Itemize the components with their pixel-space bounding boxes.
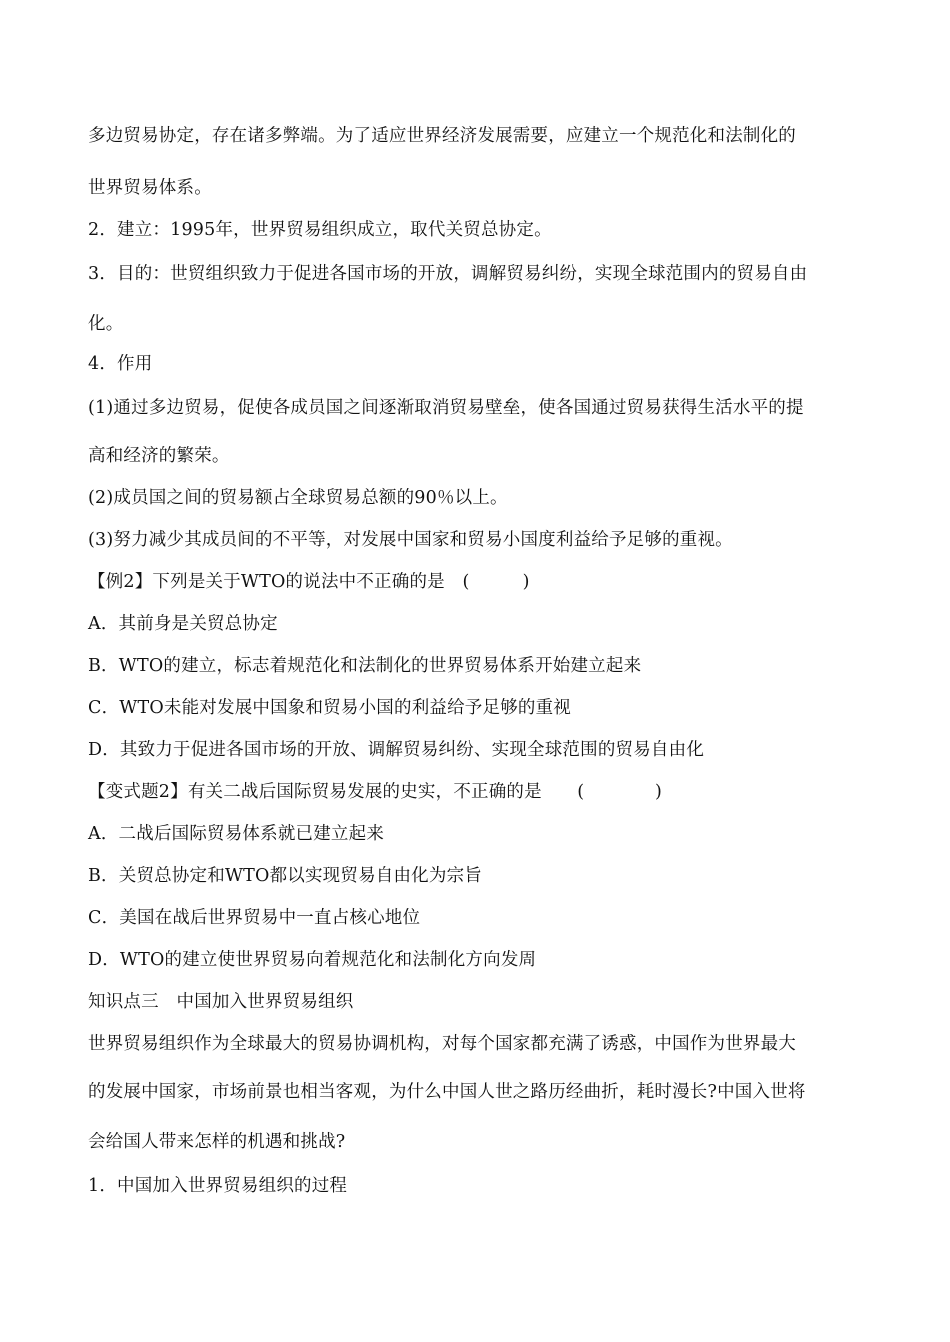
list-item: 2．建立：1995年，世界贸易组织成立，取代关贸总协定。 — [88, 220, 552, 240]
paragraph-line: 高和经济的繁荣。 — [88, 446, 230, 466]
answer-option: B．关贸总协定和WTO都以实现贸易自由化为宗旨 — [88, 866, 482, 886]
paragraph-line: 多边贸易协定，存在诸多弊端。为了适应世界经济发展需要，应建立一个规范化和法制化的 — [88, 126, 796, 146]
paragraph-line: 化。 — [88, 314, 124, 334]
question-stem: 【变式题2】有关二战后国际贸易发展的史实，不正确的是 ( ) — [88, 782, 663, 802]
list-item: 3．目的：世贸组织致力于促进各国市场的开放，调解贸易纠纷，实现全球范围内的贸易自由 — [88, 264, 808, 284]
paragraph-line: 的发展中国家，市场前景也相当客观，为什么中国人世之路历经曲折，耗时漫长?中国入世将 — [88, 1082, 806, 1102]
answer-option: C．美国在战后世界贸易中一直占核心地位 — [88, 908, 421, 928]
section-heading: 4．作用 — [88, 354, 153, 374]
list-item: (2)成员国之间的贸易额占全球贸易总额的90％以上。 — [88, 488, 508, 508]
paragraph-line: 世界贸易体系。 — [88, 178, 212, 198]
paragraph-line: 世界贸易组织作为全球最大的贸易协调机构，对每个国家都充满了诱惑，中国作为世界最大 — [88, 1034, 796, 1054]
list-item: 1．中国加入世界贸易组织的过程 — [88, 1176, 348, 1196]
section-heading: 知识点三 中国加入世界贸易组织 — [88, 992, 354, 1012]
answer-option: D．WTO的建立使世界贸易向着规范化和法制化方向发周 — [88, 950, 537, 970]
answer-option: B．WTO的建立，标志着规范化和法制化的世界贸易体系开始建立起来 — [88, 656, 642, 676]
list-item: (3)努力减少其成员间的不平等，对发展中国家和贸易小国度利益给予足够的重视。 — [88, 530, 733, 550]
question-stem: 【例2】下列是关于WTO的说法中不正确的是 ( ) — [88, 572, 530, 592]
list-item: (1)通过多边贸易，促使各成员国之间逐渐取消贸易壁垒，使各国通过贸易获得生活水平的提 — [88, 398, 804, 418]
answer-option: A．其前身是关贸总协定 — [88, 614, 278, 634]
answer-option: A．二战后国际贸易体系就已建立起来 — [88, 824, 385, 844]
paragraph-line: 会给国人带来怎样的机遇和挑战? — [88, 1132, 346, 1152]
answer-option: C．WTO未能对发展中国象和贸易小国的利益给予足够的重视 — [88, 698, 571, 718]
answer-option: D．其致力于促进各国市场的开放、调解贸易纠纷、实现全球范围的贸易自由化 — [88, 740, 705, 760]
